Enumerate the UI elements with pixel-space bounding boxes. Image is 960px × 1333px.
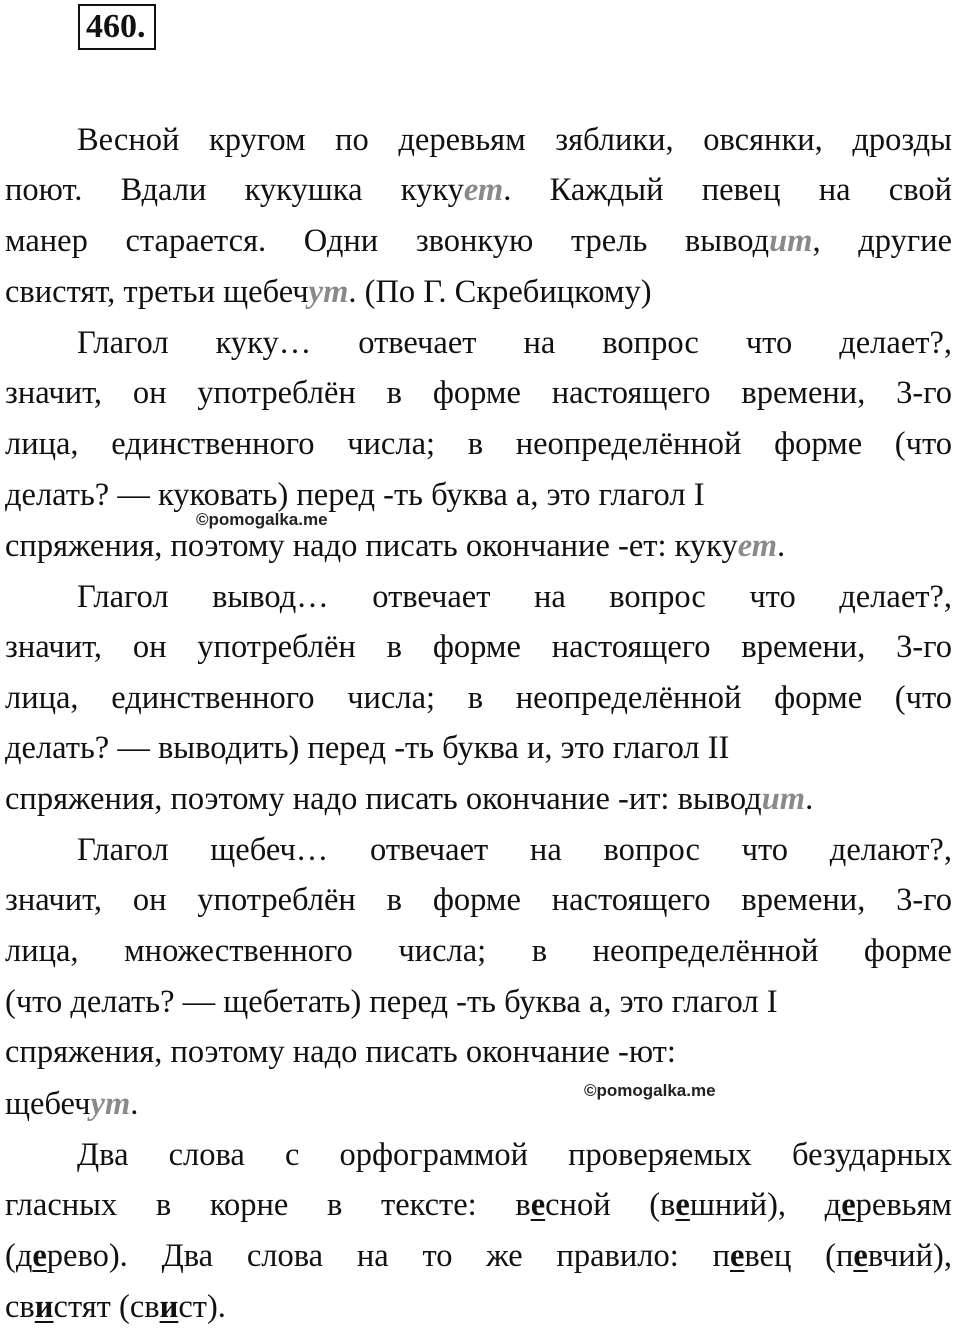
text-line	[5, 622, 952, 673]
marked-vowel: е	[841, 1187, 856, 1223]
verb-ending: ет	[737, 528, 778, 564]
text-fragment: спряжения, поэтому надо писать окончание -ет: куку	[5, 528, 738, 564]
text-fragment: лица, единственного числа; в неопределённой форме (что	[5, 680, 952, 716]
text-line	[5, 267, 952, 318]
text-line	[77, 115, 952, 166]
text-line	[5, 165, 952, 216]
text-fragment: (что делать? — щебетать) перед -ть буква а, это глагол I	[5, 984, 778, 1020]
text-line	[5, 723, 952, 774]
verb-ending: ут	[308, 274, 349, 310]
text-fragment: Два слова с орфограммой проверяемых безударных	[77, 1137, 952, 1173]
text-line	[5, 774, 952, 825]
text-fragment: .	[805, 781, 814, 817]
text-fragment: ст).	[178, 1289, 226, 1325]
text-fragment: гласных в корне в тексте: в	[5, 1187, 531, 1223]
text-line	[77, 825, 952, 876]
watermark: ©pomogalka.me	[584, 1081, 716, 1100]
text-line	[5, 1079, 952, 1130]
text-fragment: Весной кругом по деревьям зяблики, овсянки, дрозды	[77, 122, 952, 158]
text-line	[5, 673, 952, 724]
marked-vowel: и	[159, 1289, 179, 1325]
text-fragment: спряжения, поэтому надо писать окончание -ит: вывод	[5, 781, 762, 817]
text-fragment: свистят, третьи щебеч	[5, 274, 309, 310]
text-fragment: , другие	[812, 223, 952, 259]
text-fragment: Глагол вывод… отвечает на вопрос что делает?,	[77, 579, 952, 615]
text-fragment: .	[130, 1086, 139, 1122]
text-fragment: поют. Вдали кукушка куку	[5, 172, 464, 208]
text-line	[5, 1027, 952, 1078]
text-line	[5, 419, 952, 470]
verb-ending: ут	[90, 1086, 131, 1122]
text-fragment: сной (в	[545, 1187, 676, 1223]
watermark: ©pomogalka.me	[196, 510, 328, 529]
verb-ending: ет	[463, 172, 504, 208]
text-fragment: (д	[5, 1238, 33, 1274]
text-line	[5, 470, 952, 521]
text-fragment: лица, единственного числа; в неопределённой форме (что	[5, 426, 952, 462]
text-fragment: делать? — куковать) перед -ть буква а, это глагол I	[5, 477, 705, 513]
text-line	[5, 521, 952, 572]
text-line	[5, 875, 952, 926]
text-fragment: Глагол куку… отвечает на вопрос что делает?,	[77, 325, 952, 361]
marked-vowel: и	[34, 1289, 54, 1325]
text-line	[77, 572, 952, 623]
verb-ending: ит	[761, 781, 806, 817]
marked-vowel: е	[853, 1238, 868, 1274]
text-fragment: значит, он употреблён в форме настоящего времени, 3-го	[5, 629, 952, 665]
text-fragment: шний), д	[689, 1187, 842, 1223]
marked-vowel: е	[675, 1187, 690, 1223]
text-fragment: щебеч	[5, 1086, 91, 1122]
text-fragment: рево). Два слова на то же правило: п	[46, 1238, 730, 1274]
text-line	[5, 926, 952, 977]
text-fragment: ревьям	[855, 1187, 952, 1223]
text-fragment: . (По Г. Скребицкому)	[348, 274, 652, 310]
text-fragment: Глагол щебеч… отвечает на вопрос что делают?,	[77, 832, 952, 868]
text-fragment: лица, множественного числа; в неопределённой форме	[5, 933, 952, 969]
text-line	[5, 368, 952, 419]
exercise-number: 460.	[78, 4, 156, 50]
marked-vowel: е	[729, 1238, 745, 1274]
text-fragment: вец (п	[744, 1238, 854, 1274]
text-line	[5, 216, 952, 267]
text-fragment: .	[777, 528, 786, 564]
text-fragment: св	[5, 1289, 35, 1325]
text-line	[5, 1180, 952, 1231]
text-line	[77, 1130, 952, 1181]
text-line	[5, 977, 952, 1028]
text-fragment: значит, он употреблён в форме настоящего времени, 3-го	[5, 882, 952, 918]
text-fragment: делать? — выводить) перед -ть буква и, это глагол II	[5, 730, 730, 766]
marked-vowel: е	[530, 1187, 546, 1223]
verb-ending: ит	[769, 223, 813, 259]
text-fragment: вчий),	[867, 1238, 952, 1274]
text-fragment: спряжения, поэтому надо писать окончание -ют:	[5, 1034, 676, 1070]
marked-vowel: е	[32, 1238, 47, 1274]
text-line	[5, 1231, 952, 1282]
text-line	[77, 318, 952, 369]
text-fragment: . Каждый певец на свой	[503, 172, 953, 208]
text-fragment: значит, он употреблён в форме настоящего времени, 3-го	[5, 375, 952, 411]
text-fragment: стят (св	[53, 1289, 160, 1325]
text-line	[5, 1282, 952, 1333]
text-fragment: манер старается. Одни звонкую трель вывод	[5, 223, 770, 259]
